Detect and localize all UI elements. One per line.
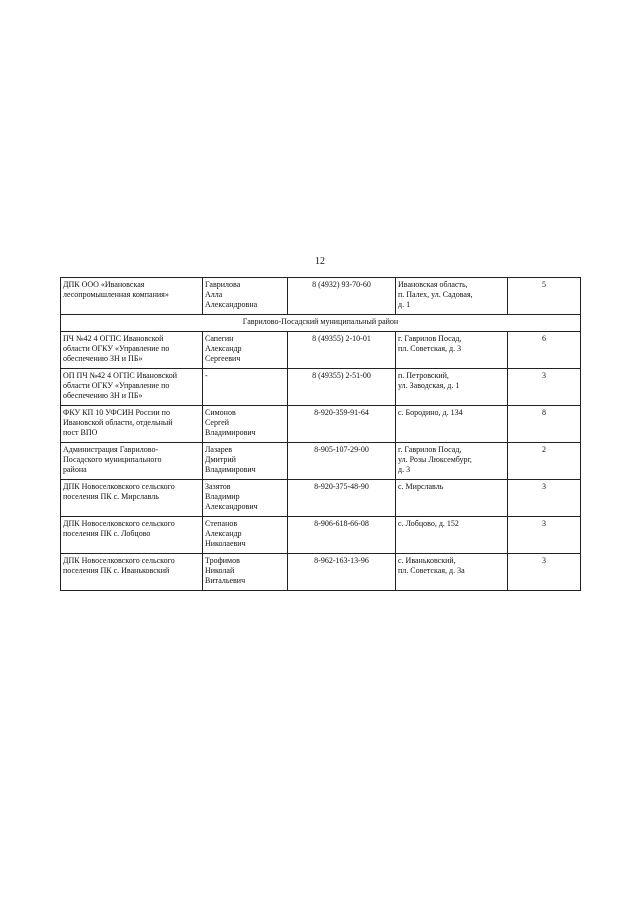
responsible-person-line: Николаевич bbox=[205, 539, 246, 548]
address-line: ул. Заводская, д. 1 bbox=[398, 381, 460, 390]
organization-cell bbox=[61, 278, 203, 315]
organization-line: ПЧ №42 4 ОГПС Ивановской bbox=[63, 334, 164, 343]
table-row bbox=[61, 480, 581, 517]
organization-cell bbox=[61, 369, 203, 406]
organization-line: обеспечению ЗН и ПБ» bbox=[63, 391, 143, 400]
responsible-person-line: Симонов bbox=[205, 408, 236, 417]
responsible-person-line: Александр bbox=[205, 529, 242, 538]
responsible-person-cell bbox=[203, 517, 288, 554]
address-cell bbox=[396, 517, 508, 554]
organization-line: области ОГКУ «Управление по bbox=[63, 381, 170, 390]
table-row bbox=[61, 554, 581, 591]
organization-cell bbox=[61, 443, 203, 480]
address-line: с. Бородино, д. 134 bbox=[398, 408, 463, 417]
address-line: д. 1 bbox=[398, 300, 411, 309]
responsible-person-line: Степанов bbox=[205, 519, 238, 528]
address-cell bbox=[396, 278, 508, 315]
responsible-person-line: Николай bbox=[205, 566, 235, 575]
address-line: с. Иваньковский, bbox=[398, 556, 456, 565]
address-line: г. Гаврилов Посад, bbox=[398, 334, 462, 343]
table-row bbox=[61, 332, 581, 369]
organization-line: Посадского муниципального bbox=[63, 455, 162, 464]
phone-cell: 8-962-163-13-96 bbox=[288, 554, 396, 591]
organization-line: Ивановской области, отдельный bbox=[63, 418, 173, 427]
table-row bbox=[61, 443, 581, 480]
address-cell bbox=[396, 406, 508, 443]
address-cell bbox=[396, 332, 508, 369]
address-line: г. Гаврилов Посад, bbox=[398, 445, 462, 454]
personnel-count-cell: 3 bbox=[508, 480, 581, 517]
responsible-person-line: Владимир bbox=[205, 492, 240, 501]
organization-line: поселения ПК с. Мирславль bbox=[63, 492, 159, 501]
phone-cell: 8 (49355) 2-10-01 bbox=[288, 332, 396, 369]
organization-line: лесопромышленная компания» bbox=[63, 290, 169, 299]
responsible-person-line: Лазарев bbox=[205, 445, 233, 454]
table-row bbox=[61, 517, 581, 554]
organization-line: поселения ПК с. Лобцово bbox=[63, 529, 151, 538]
address-line: п. Палех, ул. Садовая, bbox=[398, 290, 473, 299]
address-line: п. Петровский, bbox=[398, 371, 449, 380]
table-row bbox=[61, 278, 581, 315]
organization-cell bbox=[61, 480, 203, 517]
responsible-person-line: - bbox=[205, 371, 208, 380]
fire-units-table bbox=[60, 277, 581, 591]
organization-line: района bbox=[63, 465, 87, 474]
phone-cell: 8 (49355) 2-51-00 bbox=[288, 369, 396, 406]
responsible-person-line: Трофимов bbox=[205, 556, 240, 565]
responsible-person-cell bbox=[203, 278, 288, 315]
responsible-person-line: Владимирович bbox=[205, 428, 256, 437]
responsible-person-line: Владимирович bbox=[205, 465, 256, 474]
personnel-count-cell: 6 bbox=[508, 332, 581, 369]
address-cell bbox=[396, 369, 508, 406]
personnel-count-cell: 2 bbox=[508, 443, 581, 480]
table-body bbox=[61, 278, 581, 591]
table-row bbox=[61, 369, 581, 406]
responsible-person-line: Сергей bbox=[205, 418, 229, 427]
responsible-person-cell bbox=[203, 332, 288, 369]
organization-line: Администрация Гаврилово- bbox=[63, 445, 159, 454]
organization-cell bbox=[61, 517, 203, 554]
phone-cell: 8-920-375-48-90 bbox=[288, 480, 396, 517]
address-cell bbox=[396, 443, 508, 480]
personnel-count-cell: 3 bbox=[508, 369, 581, 406]
address-line: пл. Советская, д. 3 bbox=[398, 344, 462, 353]
organization-cell bbox=[61, 332, 203, 369]
address-cell bbox=[396, 480, 508, 517]
responsible-person-line: Алла bbox=[205, 290, 223, 299]
responsible-person-line: Александр bbox=[205, 344, 242, 353]
responsible-person-cell bbox=[203, 443, 288, 480]
responsible-person-cell bbox=[203, 554, 288, 591]
address-line: д. 3 bbox=[398, 465, 411, 474]
responsible-person-line: Витальевич bbox=[205, 576, 246, 585]
address-line: Ивановская область, bbox=[398, 280, 468, 289]
personnel-count-cell: 5 bbox=[508, 278, 581, 315]
organization-line: пост ВПО bbox=[63, 428, 98, 437]
organization-line: области ОГКУ «Управление по bbox=[63, 344, 170, 353]
address-line: с. Мирславль bbox=[398, 482, 444, 491]
organization-line: обеспечению ЗН и ПБ» bbox=[63, 354, 143, 363]
address-cell bbox=[396, 554, 508, 591]
personnel-count-cell: 3 bbox=[508, 554, 581, 591]
responsible-person-cell bbox=[203, 480, 288, 517]
page-number: 12 bbox=[315, 256, 325, 267]
table-row bbox=[61, 406, 581, 443]
section-title: Гаврилово-Посадский муниципальный район bbox=[61, 315, 581, 332]
address-line: ул. Розы Люксембург, bbox=[398, 455, 472, 464]
organization-line: ФКУ КП 10 УФСИН России по bbox=[63, 408, 170, 417]
section-header-row bbox=[61, 315, 581, 332]
responsible-person-line: Сергеевич bbox=[205, 354, 241, 363]
phone-cell: 8-920-359-91-64 bbox=[288, 406, 396, 443]
responsible-person-cell bbox=[203, 406, 288, 443]
responsible-person-line: Зазятов bbox=[205, 482, 231, 491]
organization-line: ДПК Новоселковского сельского bbox=[63, 556, 175, 565]
organization-line: ДПК Новоселковского сельского bbox=[63, 519, 175, 528]
organization-line: ОП ПЧ №42 4 ОГПС Ивановской bbox=[63, 371, 178, 380]
phone-cell: 8-905-107-29-00 bbox=[288, 443, 396, 480]
responsible-person-line: Дмитрий bbox=[205, 455, 236, 464]
organization-cell bbox=[61, 554, 203, 591]
responsible-person-line: Гаврилова bbox=[205, 280, 241, 289]
responsible-person-line: Сапегин bbox=[205, 334, 234, 343]
organization-line: поселения ПК с. Иваньковский bbox=[63, 566, 170, 575]
organization-line: ДПК Новоселковского сельского bbox=[63, 482, 175, 491]
organization-line: ДПК ООО «Ивановская bbox=[63, 280, 145, 289]
organization-cell bbox=[61, 406, 203, 443]
address-line: пл. Советская, д. 3а bbox=[398, 566, 465, 575]
phone-cell: 8 (4932) 93-70-60 bbox=[288, 278, 396, 315]
responsible-person-cell bbox=[203, 369, 288, 406]
phone-cell: 8-906-618-66-08 bbox=[288, 517, 396, 554]
address-line: с. Лобцово, д. 152 bbox=[398, 519, 459, 528]
personnel-count-cell: 8 bbox=[508, 406, 581, 443]
responsible-person-line: Александрович bbox=[205, 502, 258, 511]
responsible-person-line: Александровна bbox=[205, 300, 258, 309]
personnel-count-cell: 3 bbox=[508, 517, 581, 554]
